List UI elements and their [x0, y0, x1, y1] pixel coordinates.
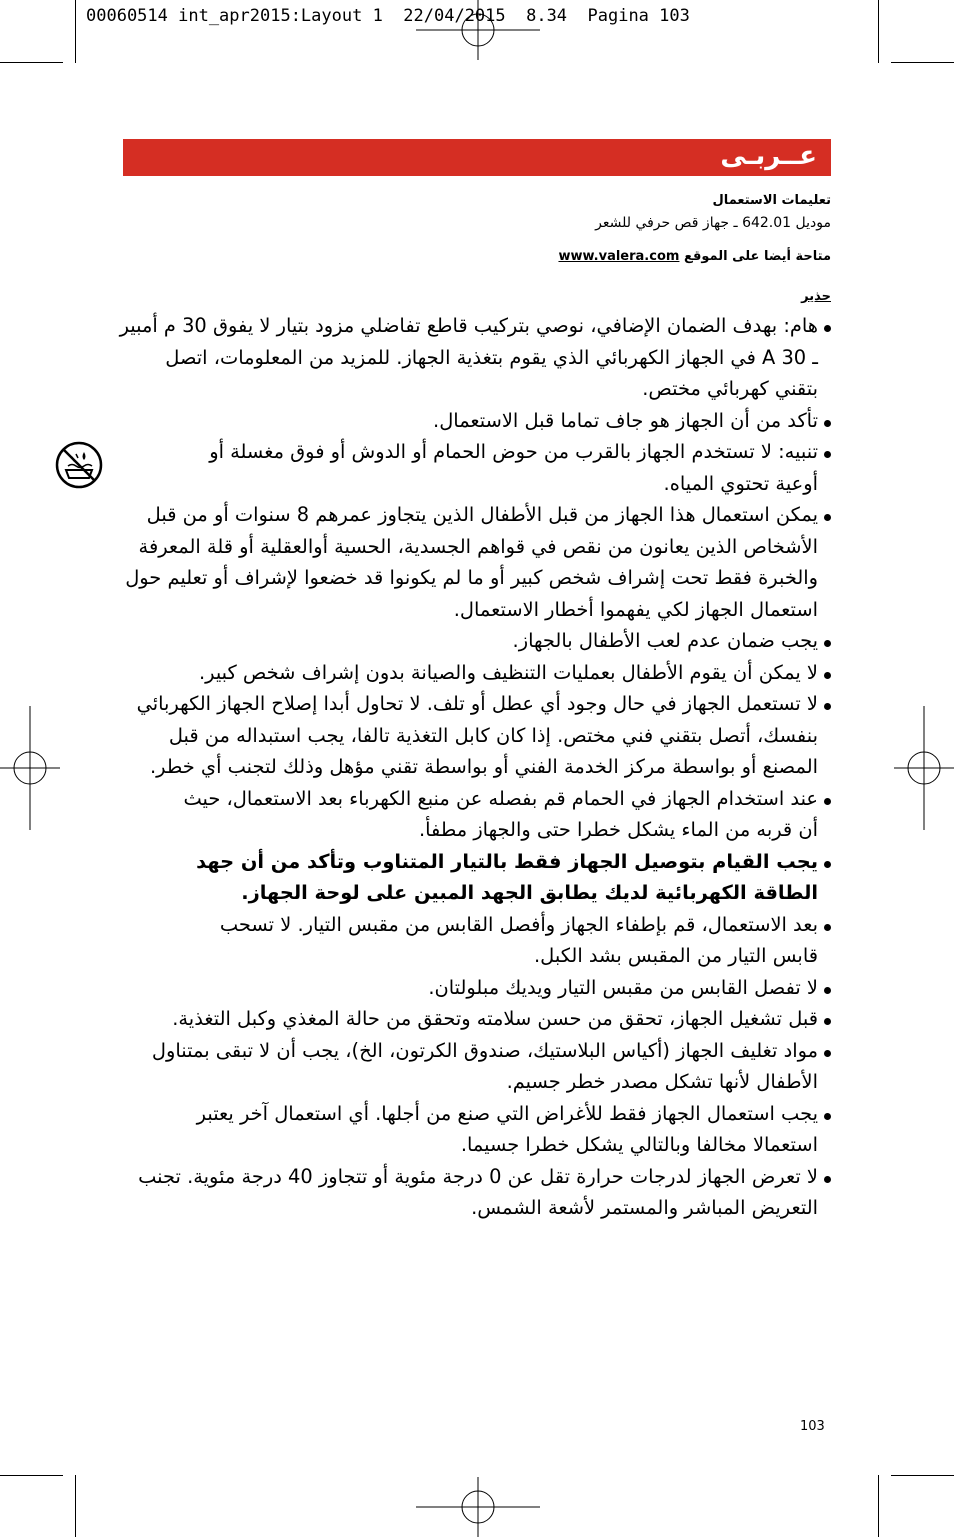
list-item: لا تستعمل الجهاز في حال وجود أي عطل أو تلف. لا تحاول أبدا إصلاح الجهاز الكهربائي بنفسك، أتصل بتقني فني مختص. إذا كان كابل التغذية تالفا، يجب استبداله من قبل المصنع أو بواسطة مركز الخدمة الفني أو بواسطة تقني مؤهل وذلك لتجنب أي خطر. [118, 688, 831, 783]
list-item: هام: بهدف الضمان الإضافي، نوصي بتركيب قاطع تفاضلي مزود بتيار لا يفوق 30 م أمبير ـ A 30 في الجهاز الكهربائي الذي يقوم بتغذية الجهاز. للمزيد من المعلومات، اتصل بتقني كهربائي مختص. [118, 310, 831, 405]
registration-mark-left [0, 706, 60, 830]
warnings-list [118, 310, 831, 1224]
website-link[interactable]: www.valera.com [558, 249, 680, 264]
list-item: تأكد من أن الجهاز هو جاف تماما قبل الاستعمال. [118, 405, 831, 437]
language-banner [123, 139, 831, 176]
list-item: عند استخدام الجهاز في الحمام قم بفصله عن منبع الكهرباء بعد الاستعمال، حيث أن قربه من الماء يشكل خطرا حتى والجهاز مطفأ. [118, 783, 831, 846]
list-item: يمكن استعمال هذا الجهاز من قبل الأطفال الذين يتجاوز عمرهم 8 سنوات أو من قبل الأشخاص الذين يعانون من نقص في قواهم الجسدية، الحسية أوالعقلية أو قلة المعرفة والخبرة فقط تحت إشراف شخص كبير أو ما لم يكونوا قد خضعوا لإشراف أو تعليم حول استعمال الجهاز لكي يفهموا أخطار الاستعمال. [118, 499, 831, 625]
crop-mark-top-left-h [0, 62, 63, 63]
warnings-heading: حذير [801, 289, 831, 304]
list-item: لا تفصل القابس من مقبس التيار ويديك مبلولتان. [118, 972, 831, 1004]
crop-mark-bottom-left-h [0, 1475, 63, 1476]
list-item: يجب ضمان عدم لعب الأطفال بالجهاز. [118, 625, 831, 657]
registration-mark-top [416, 0, 540, 60]
list-item: بعد الاستعمال، قم بإطفاء الجهاز وأفصل القابس من مقبس التيار. لا تسحب قابس التيار من المقبس بشد الكبل. [118, 909, 831, 972]
crop-mark-bottom-right-v [878, 1475, 879, 1537]
language-title: عــربـى [720, 141, 817, 171]
registration-mark-right [894, 706, 954, 830]
list-item: مواد تغليف الجهاز (أكياس البلاستيك، صندوق الكرتون، الخ)، يجب أن لا تبقى بمتناول الأطفال لأنها تشكل مصدر خطر جسيم. [118, 1035, 831, 1098]
crop-mark-top-right-v [878, 0, 879, 63]
registration-mark-bottom [416, 1477, 540, 1537]
instructions-title: تعليمات الاستعمال [712, 193, 831, 208]
list-item: لا يمكن أن يقوم الأطفال بعمليات التنظيف والصيانة بدون إشراف شخص كبير. [118, 657, 831, 689]
website-label: متاحة أيضا على الموقع [683, 249, 831, 264]
crop-mark-bottom-left-v [75, 1475, 76, 1537]
page-number: 103 [800, 1419, 825, 1434]
list-item [118, 436, 831, 499]
website-line [115, 249, 831, 264]
no-bath-water-warning-icon [54, 440, 104, 490]
list-item: قبل تشغيل الجهاز، تحقق من حسن سلامته وتحقق من حالة المغذي وكبل التغذية. [118, 1003, 831, 1035]
crop-mark-top-right-h [891, 62, 954, 63]
list-item: يجب القيام بتوصيل الجهاز فقط بالتيار المتناوب وتأكد من أن جهد الطاقة الكهربائية لديك يطابق الجهد المبين على لوحة الجهاز. [118, 846, 831, 909]
printer-slug: 00060514 int_apr2015:Layout 1 22/04/2015 8.34 Pagina 103 [86, 6, 690, 26]
list-item: يجب استعمال الجهاز فقط للأغراض التي صنع من أجلها. أي استعمال آخر يعتبر استعمالا مخالفا وبالتالي يشكل خطرا جسيما. [118, 1098, 831, 1161]
list-item-text: تنبيه: لا تستخدم الجهاز بالقرب من حوض الحمام أو الدوش أو فوق مغسلة أو أوعية تحتوي المياه. [209, 440, 818, 495]
crop-mark-bottom-right-h [891, 1475, 954, 1476]
crop-mark-top-left-v [75, 0, 76, 63]
list-item: لا تعرض الجهاز لدرجات حرارة تقل عن 0 درجة مئوية أو تتجاوز 40 درجة مئوية. تجنب التعريض المباشر والمستمر لأشعة الشمس. [118, 1161, 831, 1224]
model-line: موديل 642.01 ـ جهاز قص حرفي للشعر [595, 215, 831, 231]
